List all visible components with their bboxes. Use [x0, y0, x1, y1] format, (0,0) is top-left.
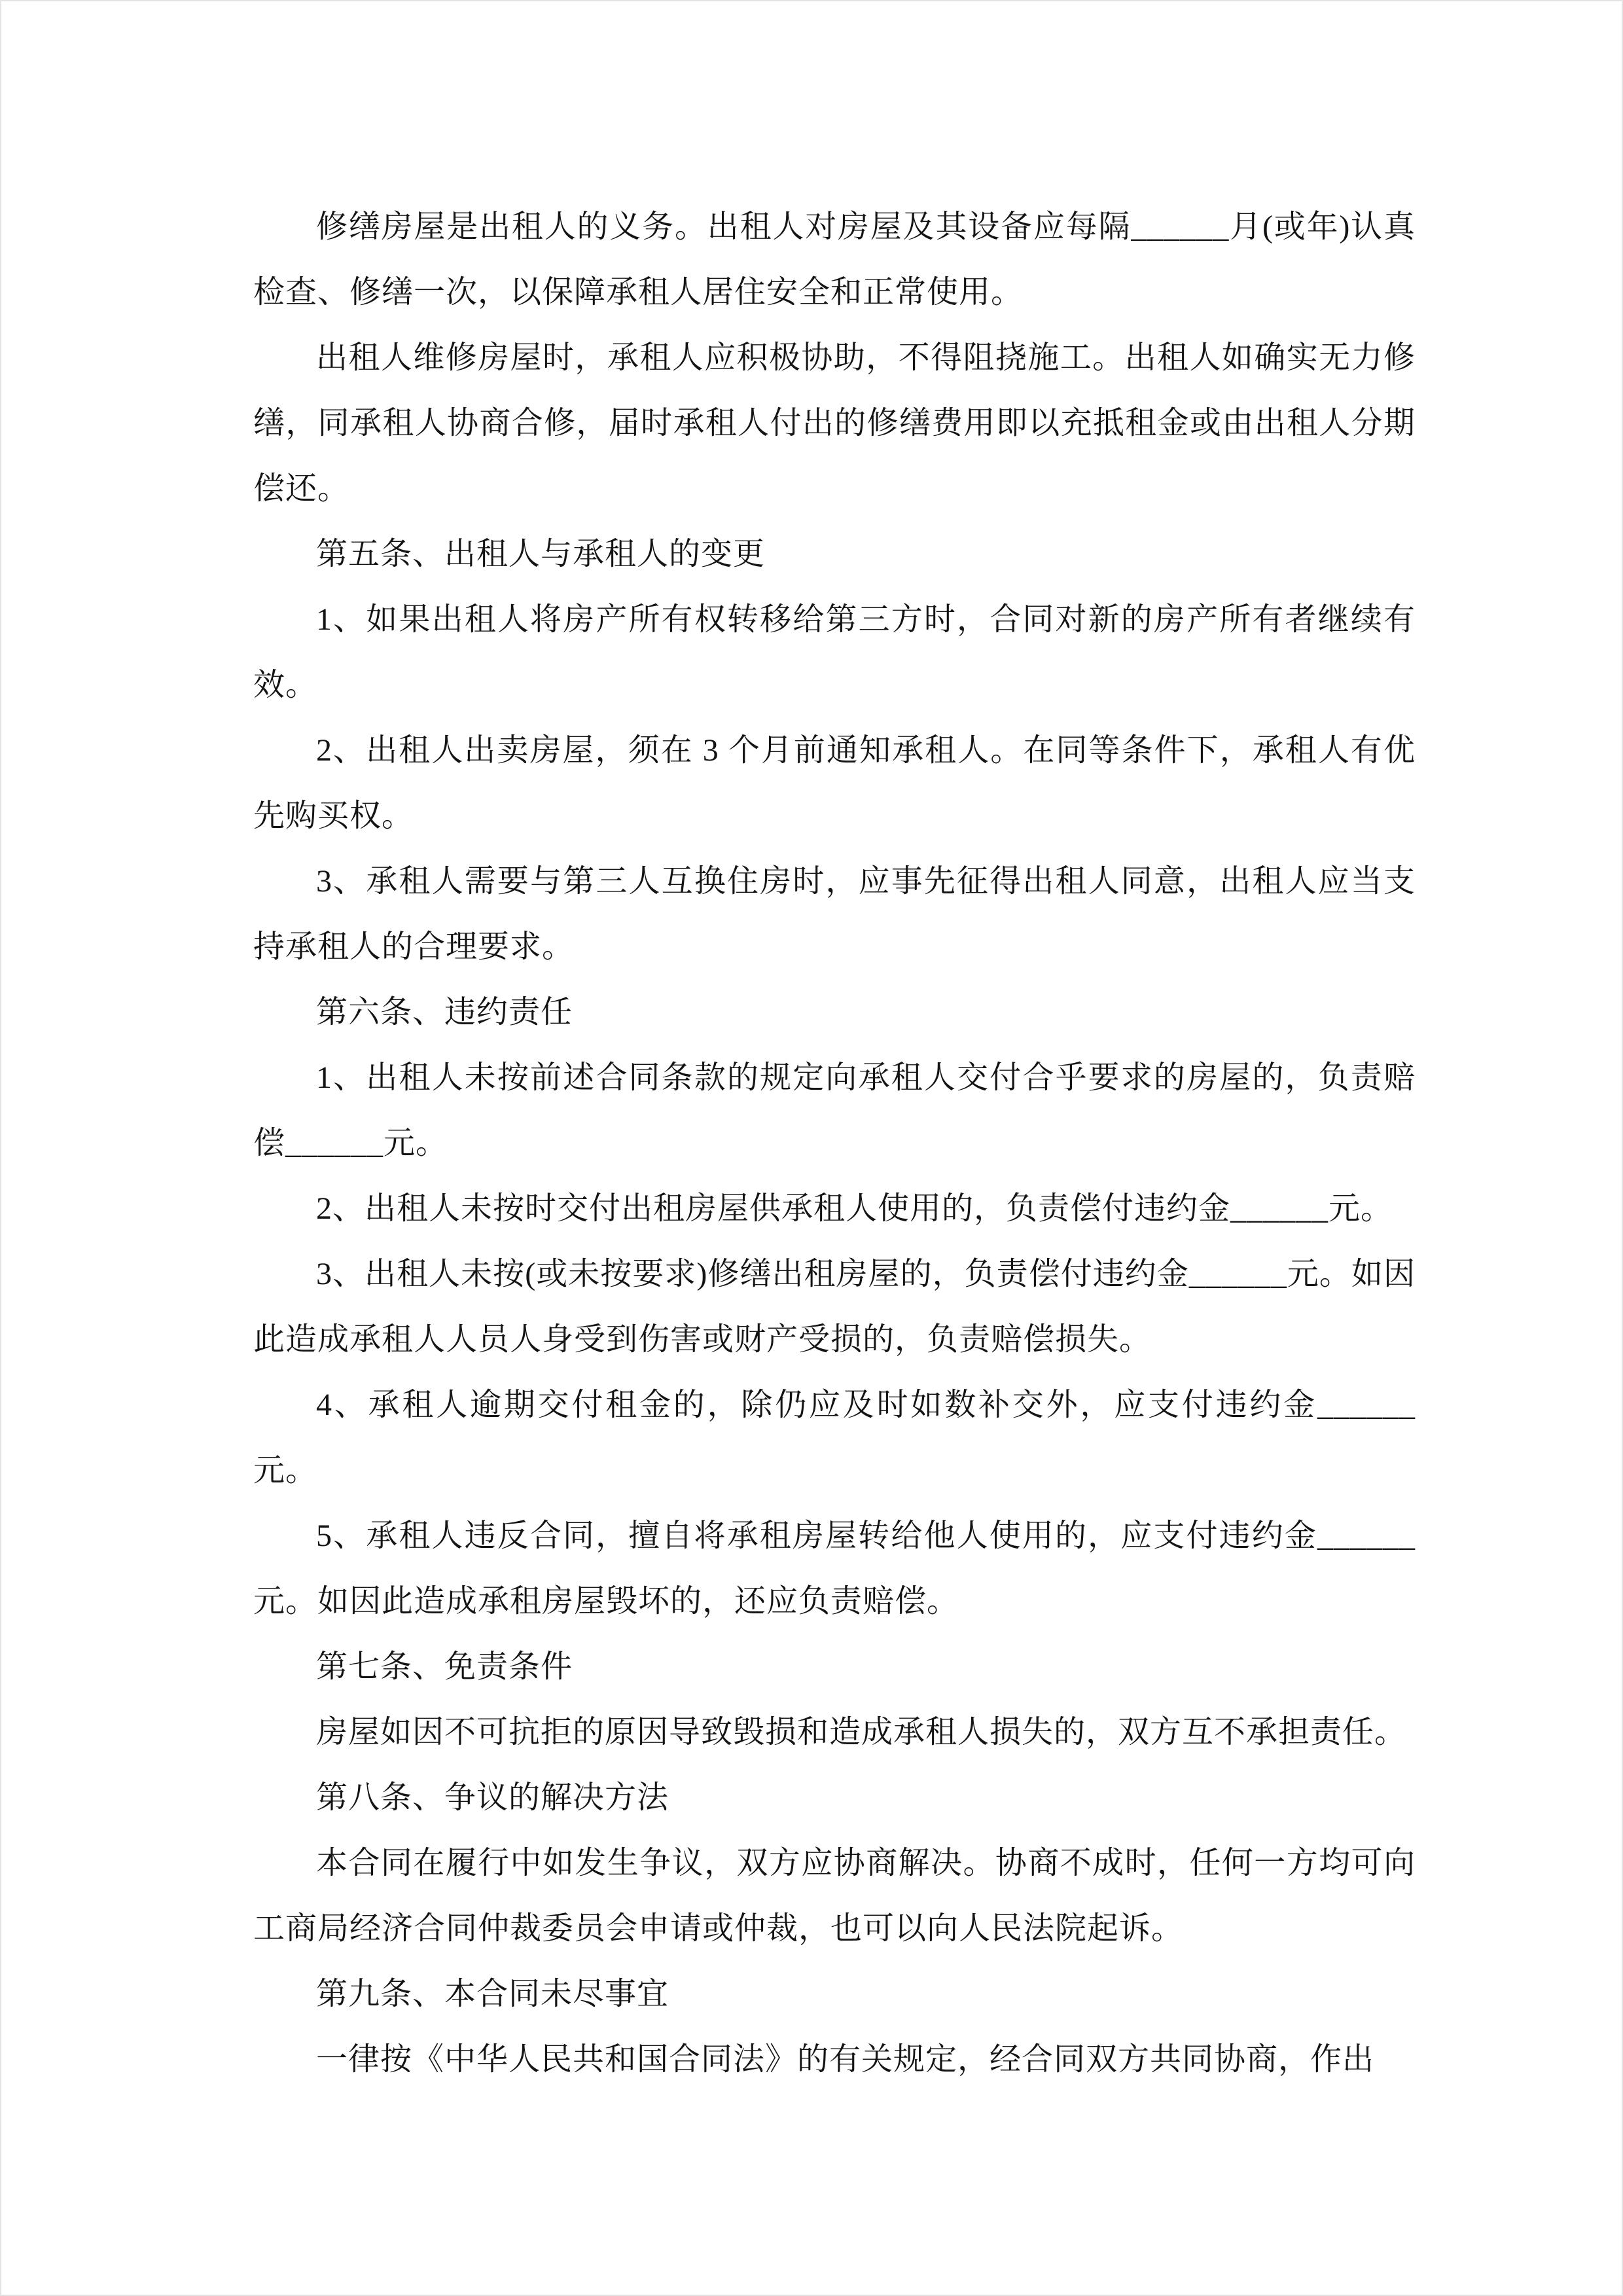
clause8-body: 本合同在履行中如发生争议，双方应协商解决。协商不成时，任何一方均可向工商局经济合同仲裁委员会申请或仲裁，也可以向人民法院起诉。 — [253, 1846, 1416, 1946]
heading-clause-6: 第六条、违约责任 — [316, 995, 573, 1030]
clause5-item-2: 2、出租人出卖房屋，须在 3 个月前通知承租人。在同等条件下，承租人有优先购买权。 — [253, 733, 1416, 833]
heading-clause-5: 第五条、出租人与承租人的变更 — [316, 537, 766, 571]
para-repair-cooperation: 出租人维修房屋时，承租人应积极协助，不得阻挠施工。出租人如确实无力修缮，同承租人协商合修，届时承租人付出的修缮费用即以充抵租金或由出租人分期偿还。 — [253, 340, 1416, 506]
heading-clause-7: 第七条、免责条件 — [316, 1649, 573, 1684]
clause6-item-1: 1、出租人未按前述合同条款的规定向承租人交付合乎要求的房屋的，负责赔偿______元。 — [253, 1060, 1416, 1160]
para-repair-obligation: 修缮房屋是出租人的义务。出租人对房屋及其设备应每隔______月(或年)认真检查、修缮一次，以保障承租人居住安全和正常使用。 — [253, 209, 1416, 310]
contract-body — [253, 194, 1416, 2092]
clause6-item-4: 4、承租人逾期交付租金的，除仍应及时如数补交外，应支付违约金______元。 — [253, 1388, 1416, 1488]
heading-clause-8: 第八条、争议的解决方法 — [316, 1780, 669, 1815]
clause5-item-1: 1、如果出租人将房产所有权转移给第三方时，合同对新的房产所有者继续有效。 — [253, 602, 1416, 702]
clause6-item-2: 2、出租人未按时交付出租房屋供承租人使用的，负责偿付违约金______元。 — [316, 1191, 1393, 1226]
clause7-body: 房屋如因不可抗拒的原因导致毁损和造成承租人损失的，双方互不承担责任。 — [316, 1715, 1407, 1749]
clause6-item-5: 5、承租人违反合同，擅自将承租房屋转给他人使用的，应支付违约金______元。如因此造成承租房屋毁坏的，还应负责赔偿。 — [253, 1518, 1416, 1619]
clause6-item-3: 3、出租人未按(或未按要求)修缮出租房屋的，负责偿付违约金______元。如因此造成承租人人员人身受到伤害或财产受损的，负责赔偿损失。 — [253, 1257, 1416, 1357]
clause5-item-3: 3、承租人需要与第三人互换住房时，应事先征得出租人同意，出租人应当支持承租人的合理要求。 — [253, 864, 1416, 964]
clause9-body: 一律按《中华人民共和国合同法》的有关规定，经合同双方共同协商，作出 — [316, 2042, 1375, 2077]
heading-clause-9: 第九条、本合同未尽事宜 — [316, 1977, 669, 2011]
